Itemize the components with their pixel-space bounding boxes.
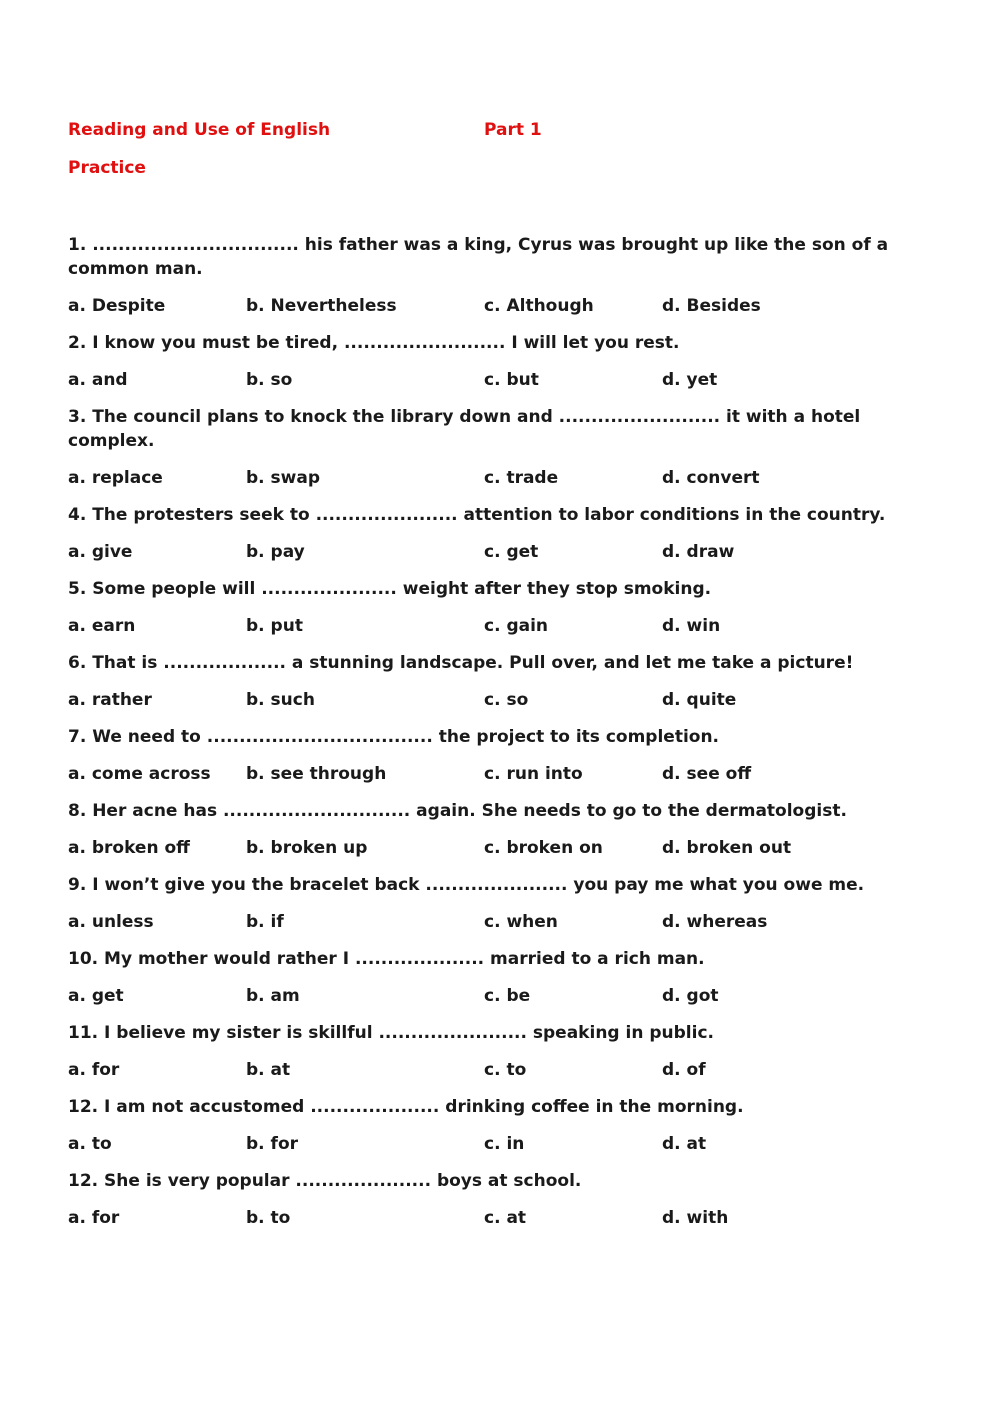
answer-option[interactable]: c. at <box>484 1208 527 1228</box>
answer-option[interactable]: a. for <box>68 1208 120 1228</box>
answer-option[interactable]: a. rather <box>68 690 152 710</box>
answer-option[interactable]: b. at <box>246 1060 291 1080</box>
answer-options <box>68 1058 918 1082</box>
answer-option[interactable]: c. trade <box>484 468 559 488</box>
answer-options <box>68 836 918 860</box>
question-text: 3. The council plans to knock the library down and ......................... it with a hotel complex. <box>68 407 861 451</box>
answer-option[interactable]: c. in <box>484 1134 525 1154</box>
answer-option[interactable]: c. but <box>484 370 539 390</box>
part-label: Part 1 <box>484 120 542 140</box>
answer-option[interactable]: a. broken off <box>68 838 190 858</box>
answer-options <box>68 466 918 490</box>
answer-option[interactable]: d. got <box>662 986 719 1006</box>
question-text: 7. We need to ................................... the project to its completion. <box>68 727 720 747</box>
question-text: 10. My mother would rather I .................... married to a rich man. <box>68 949 705 969</box>
answer-option[interactable]: b. pay <box>246 542 305 562</box>
answer-option[interactable]: d. win <box>662 616 721 636</box>
answer-options <box>68 294 918 318</box>
answer-option[interactable]: c. to <box>484 1060 527 1080</box>
question-text: 1. ................................ his father was a king, Cyrus was brought up like the son of a common man. <box>68 235 889 279</box>
answer-option[interactable]: c. when <box>484 912 558 932</box>
question-text: 8. Her acne has ............................. again. She needs to go to the dermatologist. <box>68 801 847 821</box>
answer-option[interactable]: c. gain <box>484 616 549 636</box>
answer-option[interactable]: d. Besides <box>662 296 761 316</box>
answer-options <box>68 910 918 934</box>
answer-option[interactable]: b. to <box>246 1208 291 1228</box>
answer-option[interactable]: a. and <box>68 370 128 390</box>
answer-option[interactable]: d. broken out <box>662 838 792 858</box>
answer-option[interactable]: a. to <box>68 1134 112 1154</box>
answer-option[interactable]: a. get <box>68 986 124 1006</box>
answer-option[interactable]: d. of <box>662 1060 706 1080</box>
answer-option[interactable]: c. run into <box>484 764 583 784</box>
answer-option[interactable]: b. put <box>246 616 303 636</box>
question-text: 12. I am not accustomed .................... drinking coffee in the morning. <box>68 1097 744 1117</box>
answer-option[interactable]: d. whereas <box>662 912 768 932</box>
answer-option[interactable]: a. unless <box>68 912 154 932</box>
worksheet-title: Reading and Use of English <box>68 120 331 140</box>
answer-option[interactable]: b. for <box>246 1134 299 1154</box>
answer-options <box>68 1132 918 1156</box>
answer-options <box>68 614 918 638</box>
question-text: 11. I believe my sister is skillful ....................... speaking in public. <box>68 1023 714 1043</box>
worksheet-header <box>68 120 928 178</box>
answer-option[interactable]: b. swap <box>246 468 321 488</box>
answer-option[interactable]: b. Nevertheless <box>246 296 397 316</box>
answer-option[interactable]: d. yet <box>662 370 718 390</box>
question-text: 2. I know you must be tired, ......................... I will let you rest. <box>68 333 680 353</box>
answer-options <box>68 762 918 786</box>
question-text: 12. She is very popular ..................... boys at school. <box>68 1171 582 1191</box>
answer-options <box>68 540 918 564</box>
answer-option[interactable]: b. so <box>246 370 293 390</box>
header-row <box>68 120 928 144</box>
answer-option[interactable]: b. if <box>246 912 284 932</box>
answer-option[interactable]: d. quite <box>662 690 737 710</box>
answer-option[interactable]: c. get <box>484 542 539 562</box>
answer-option[interactable]: a. earn <box>68 616 136 636</box>
answer-option[interactable]: c. broken on <box>484 838 603 858</box>
answer-option[interactable]: a. replace <box>68 468 163 488</box>
answer-options <box>68 368 918 392</box>
answer-option[interactable]: a. for <box>68 1060 120 1080</box>
answer-option[interactable]: a. Despite <box>68 296 166 316</box>
answer-option[interactable]: d. with <box>662 1208 729 1228</box>
answer-option[interactable]: d. see off <box>662 764 752 784</box>
question-text: 5. Some people will ..................... weight after they stop smoking. <box>68 579 712 599</box>
answer-option[interactable]: c. be <box>484 986 531 1006</box>
answer-option[interactable]: b. broken up <box>246 838 368 858</box>
answer-option[interactable]: d. draw <box>662 542 735 562</box>
question-list <box>68 233 918 1243</box>
question-text: 4. The protesters seek to ...................... attention to labor conditions in the country. <box>68 505 886 525</box>
answer-options <box>68 1206 918 1230</box>
answer-option[interactable]: b. am <box>246 986 300 1006</box>
question-text: 6. That is ................... a stunning landscape. Pull over, and let me take a picture! <box>68 653 854 673</box>
answer-option[interactable]: b. see through <box>246 764 387 784</box>
answer-option[interactable]: c. Although <box>484 296 594 316</box>
answer-options <box>68 688 918 712</box>
answer-option[interactable]: d. convert <box>662 468 760 488</box>
answer-option[interactable]: c. so <box>484 690 529 710</box>
answer-option[interactable]: d. at <box>662 1134 707 1154</box>
answer-option[interactable]: a. come across <box>68 764 211 784</box>
question-text: 9. I won’t give you the bracelet back ...................... you pay me what you owe me. <box>68 875 865 895</box>
worksheet-subtitle: Practice <box>68 158 146 178</box>
answer-option[interactable]: b. such <box>246 690 315 710</box>
answer-option[interactable]: a. give <box>68 542 133 562</box>
answer-options <box>68 984 918 1008</box>
